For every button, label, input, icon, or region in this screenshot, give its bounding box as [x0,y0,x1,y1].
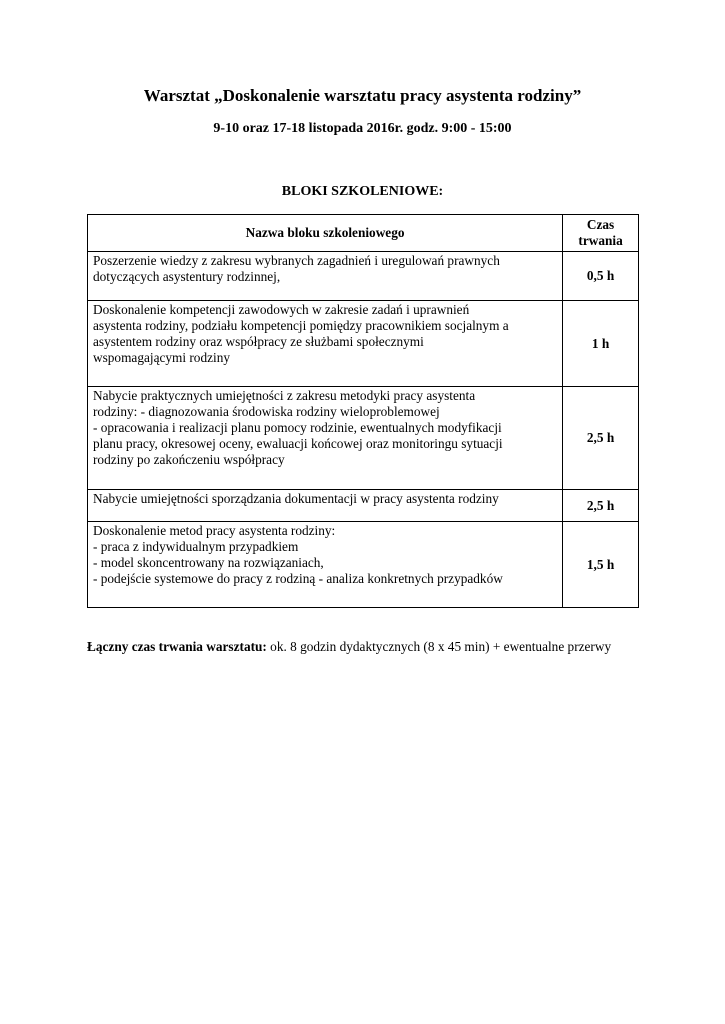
block-name-line: Doskonalenie metod pracy asystenta rodziny: [93,523,336,538]
block-name-cell [88,252,563,301]
block-duration: 2,5 h [563,387,639,490]
table-row [88,301,639,387]
block-name-line: dotyczących asystentury rodzinnej, [93,269,281,284]
block-name-line: Nabycie umiejętności sporządzania dokumentacji w pracy asystenta rodziny [93,491,499,506]
block-name-line: - model skoncentrowany na rozwiązaniach, [93,555,324,570]
block-name-cell [88,490,563,522]
block-duration: 1,5 h [563,522,639,608]
table-row [88,490,639,522]
workshop-dates: 9-10 oraz 17-18 listopada 2016r. godz. 9:00 - 15:00 [213,121,512,136]
block-name-line: asystentem rodziny oraz współpracy ze służbami społecznymi [93,334,424,349]
header-block-name: Nazwa bloku szkoleniowego [88,215,563,252]
block-name-line: - praca z indywidualnym przypadkiem [93,539,299,554]
table-header-row [88,215,639,252]
table-row [88,252,639,301]
block-name-line: asystenta rodziny, podziału kompetencji pomiędzy pracownikiem socjalnym a [93,318,509,333]
block-name-cell [88,522,563,608]
block-name-line: rodziny: - diagnozowania środowiska rodziny wieloproblemowej [93,404,440,419]
document-title: Warsztat „Doskonalenie warsztatu pracy asystenta rodziny” [143,86,582,105]
training-blocks-table [87,214,639,608]
block-name-line: wspomagającymi rodziny [93,350,230,365]
block-name-line: planu pracy, okresowej oceny, ewaluacji końcowej oraz monitoringu sytuacji [93,436,503,451]
summary-label: Łączny czas trwania warsztatu: [87,639,267,654]
total-duration-summary [87,636,642,658]
block-duration: 0,5 h [563,252,639,301]
block-name-line: - opracowania i realizacji planu pomocy rodzinie, ewentualnych modyfikacji [93,420,502,435]
block-name-line: rodziny po zakończeniu współpracy [93,452,285,467]
table-row [88,387,639,490]
header-duration: Czas trwania [563,215,639,252]
section-heading: BLOKI SZKOLENIOWE: [281,184,444,199]
block-name-line: Nabycie praktycznych umiejętności z zakresu metodyki pracy asystenta [93,388,476,403]
block-name-cell [88,387,563,490]
summary-text: ok. 8 godzin dydaktycznych (8 x 45 min) + ewentualne przerwy [270,639,612,654]
block-duration: 2,5 h [563,490,639,522]
block-name-line: - podejście systemowe do pracy z rodziną - analiza konkretnych przypadków [93,571,503,586]
block-duration: 1 h [563,301,639,387]
table-row [88,522,639,608]
block-name-line: Poszerzenie wiedzy z zakresu wybranych zagadnień i uregulowań prawnych [93,253,500,268]
block-name-line: Doskonalenie kompetencji zawodowych w zakresie zadań i uprawnień [93,302,470,317]
block-name-cell [88,301,563,387]
